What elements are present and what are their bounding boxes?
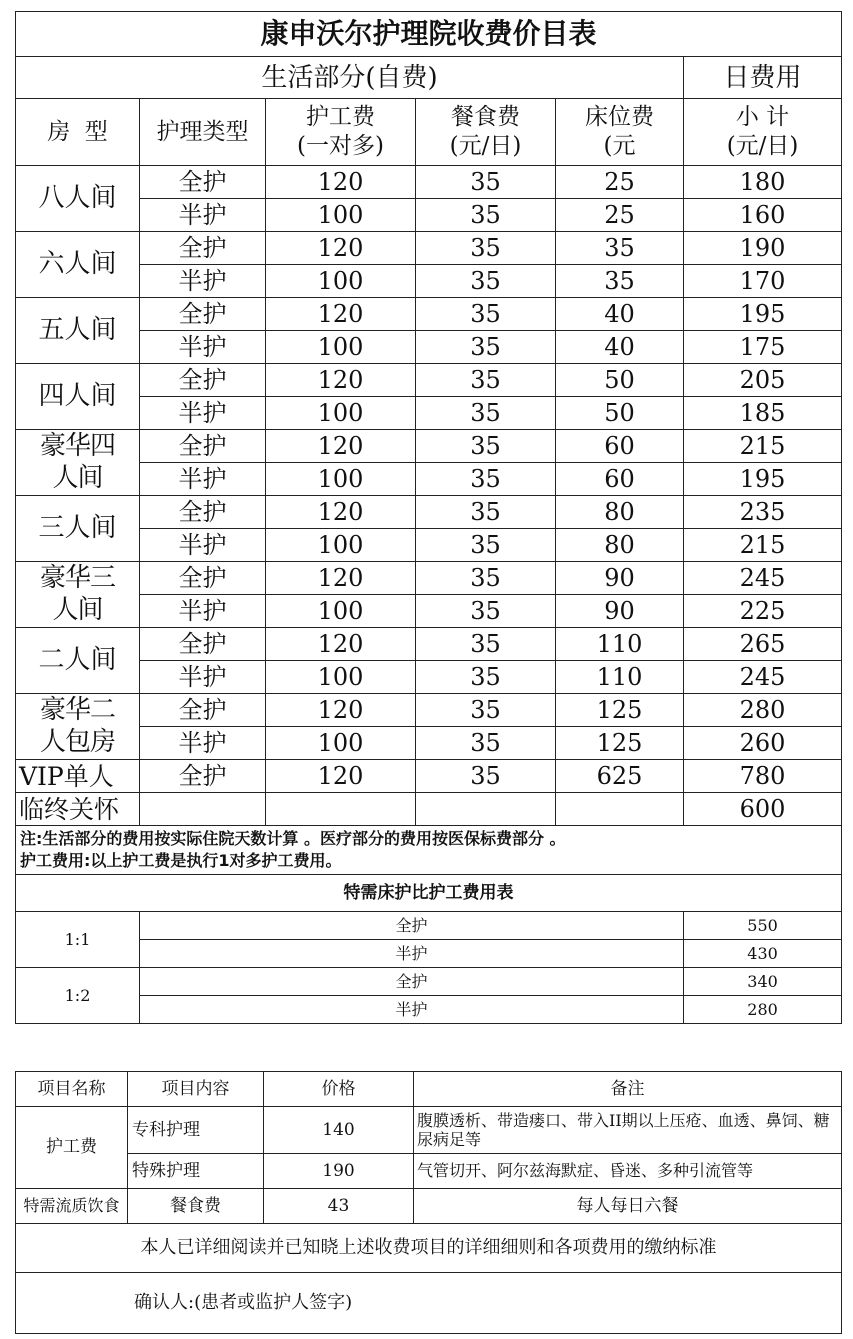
hospice-name: 临终关怀	[16, 793, 140, 826]
hospice-empty-bed	[556, 793, 684, 826]
special-1-half-label: 半护	[140, 940, 684, 968]
bed-fee: 60	[556, 463, 684, 496]
vip-care-type: 全护	[140, 760, 266, 793]
header-care-type: 护理类型	[140, 99, 266, 166]
subtotal: 245	[684, 661, 842, 694]
nursing-fee: 100	[266, 529, 416, 562]
items-specialist-price: 140	[264, 1107, 414, 1154]
table-row	[16, 397, 842, 430]
room-name-line2: 人包房	[39, 726, 115, 757]
special-title: 特需床护比护工费用表	[16, 875, 842, 912]
care-type: 全护	[140, 694, 266, 727]
room-name	[16, 430, 140, 496]
care-type: 半护	[140, 397, 266, 430]
room-name-line2: 人间	[52, 462, 103, 493]
table-row	[16, 463, 842, 496]
meal-fee: 35	[416, 496, 556, 529]
care-type: 半护	[140, 661, 266, 694]
nursing-fee: 120	[266, 562, 416, 595]
header-nursing-fee-line2: (一对多)	[297, 133, 384, 159]
items-nursing-name: 护工费	[16, 1107, 128, 1189]
room-name	[16, 562, 140, 628]
care-type: 全护	[140, 628, 266, 661]
hospice-empty-care	[140, 793, 266, 826]
table-row	[16, 199, 842, 232]
room-name	[16, 166, 140, 232]
nursing-fee: 120	[266, 298, 416, 331]
header-subtotal-line2: (元/日)	[726, 133, 799, 159]
meal-fee: 35	[416, 397, 556, 430]
table-row	[16, 265, 842, 298]
room-name	[16, 298, 140, 364]
bed-fee: 80	[556, 496, 684, 529]
meal-fee: 35	[416, 727, 556, 760]
subtotal: 260	[684, 727, 842, 760]
bed-fee: 110	[556, 628, 684, 661]
items-specialist-remark: 腹膜透析、带造瘘口、带入II期以上压疮、血透、鼻饲、糖尿病足等	[414, 1107, 842, 1154]
bed-fee: 50	[556, 364, 684, 397]
table-row	[16, 628, 842, 661]
special-2-half-price: 280	[684, 996, 842, 1024]
room-name	[16, 364, 140, 430]
subtotal: 205	[684, 364, 842, 397]
table-row	[16, 694, 842, 727]
meal-fee: 35	[416, 661, 556, 694]
items-specialist-content: 专科护理	[128, 1107, 264, 1154]
care-type: 半护	[140, 463, 266, 496]
bed-fee: 125	[556, 727, 684, 760]
meal-fee: 35	[416, 166, 556, 199]
bed-fee: 25	[556, 199, 684, 232]
table-row	[16, 661, 842, 694]
fee-table	[15, 11, 842, 1024]
meal-fee: 35	[416, 463, 556, 496]
items-special-remark: 气管切开、阿尔兹海默症、昏迷、多种引流管等	[414, 1154, 842, 1189]
special-ratio-1: 1:1	[16, 912, 140, 968]
meal-fee: 35	[416, 232, 556, 265]
care-type: 半护	[140, 265, 266, 298]
special-1-full-price: 550	[684, 912, 842, 940]
room-name-line1: 三人间	[38, 512, 117, 543]
vip-meal-fee: 35	[416, 760, 556, 793]
vip-room-name: VIP单人	[16, 760, 140, 793]
subtotal: 190	[684, 232, 842, 265]
section-living: 生活部分(自费)	[16, 57, 684, 99]
note-line-1: 注:生活部分的费用按实际住院天数计算 。医疗部分的费用按医保标费部分 。	[20, 828, 566, 848]
care-type: 半护	[140, 529, 266, 562]
room-name-line2: 人间	[52, 594, 103, 625]
header-bed-fee-line1: 床位费	[585, 104, 654, 131]
special-1-half-price: 430	[684, 940, 842, 968]
bed-fee: 35	[556, 265, 684, 298]
bed-fee: 80	[556, 529, 684, 562]
header-nursing-fee-line1: 护工费	[306, 104, 375, 131]
subtotal: 265	[684, 628, 842, 661]
nursing-fee: 120	[266, 166, 416, 199]
meal-fee: 35	[416, 199, 556, 232]
signature-confirm[interactable]: 确认人:(患者或监护人签字)	[16, 1273, 842, 1334]
care-type: 半护	[140, 331, 266, 364]
header-room-type: 房 型	[16, 99, 140, 166]
care-type: 全护	[140, 430, 266, 463]
bed-fee: 40	[556, 331, 684, 364]
meal-fee: 35	[416, 430, 556, 463]
nursing-fee: 120	[266, 364, 416, 397]
room-name-line1: 六人间	[38, 248, 117, 279]
table-row	[16, 166, 842, 199]
table-row	[16, 331, 842, 364]
subtotal: 245	[684, 562, 842, 595]
meal-fee: 35	[416, 529, 556, 562]
subtotal: 280	[684, 694, 842, 727]
items-table	[15, 1071, 842, 1334]
care-type: 全护	[140, 298, 266, 331]
vip-nursing-fee: 120	[266, 760, 416, 793]
subtotal: 160	[684, 199, 842, 232]
table-row	[16, 727, 842, 760]
nursing-fee: 100	[266, 727, 416, 760]
table-row	[16, 529, 842, 562]
special-1-full-label: 全护	[140, 912, 684, 940]
header-meal-fee-line1: 餐食费	[451, 104, 520, 131]
notes	[16, 826, 842, 875]
care-type: 全护	[140, 364, 266, 397]
bed-fee: 40	[556, 298, 684, 331]
meal-fee: 35	[416, 562, 556, 595]
header-meal-fee	[416, 99, 556, 166]
items-header-name: 项目名称	[16, 1072, 128, 1107]
bed-fee: 110	[556, 661, 684, 694]
nursing-fee: 100	[266, 331, 416, 364]
subtotal: 235	[684, 496, 842, 529]
room-name	[16, 232, 140, 298]
meal-fee: 35	[416, 298, 556, 331]
subtotal: 170	[684, 265, 842, 298]
items-header-content: 项目内容	[128, 1072, 264, 1107]
header-nursing-fee	[266, 99, 416, 166]
items-diet-name: 特需流质饮食	[16, 1189, 128, 1224]
care-type: 全护	[140, 496, 266, 529]
nursing-fee: 120	[266, 430, 416, 463]
subtotal: 195	[684, 298, 842, 331]
bed-fee: 60	[556, 430, 684, 463]
header-bed-fee	[556, 99, 684, 166]
table-row	[16, 496, 842, 529]
header-meal-fee-line2: (元/日)	[449, 133, 522, 159]
subtotal: 215	[684, 430, 842, 463]
vip-subtotal: 780	[684, 760, 842, 793]
section-daily: 日费用	[684, 57, 842, 99]
meal-fee: 35	[416, 694, 556, 727]
nursing-fee: 120	[266, 496, 416, 529]
items-special-price: 190	[264, 1154, 414, 1189]
care-type: 全护	[140, 232, 266, 265]
subtotal: 195	[684, 463, 842, 496]
care-type: 半护	[140, 595, 266, 628]
subtotal: 180	[684, 166, 842, 199]
care-type: 半护	[140, 199, 266, 232]
hospice-empty-meal	[416, 793, 556, 826]
header-subtotal-line1: 小 计	[735, 104, 790, 131]
meal-fee: 35	[416, 628, 556, 661]
room-name	[16, 628, 140, 694]
meal-fee: 35	[416, 265, 556, 298]
nursing-fee: 100	[266, 463, 416, 496]
care-type: 半护	[140, 727, 266, 760]
acknowledgement: 本人已详细阅读并已知晓上述收费项目的详细细则和各项费用的缴纳标准	[16, 1224, 842, 1273]
bed-fee: 90	[556, 562, 684, 595]
bed-fee: 90	[556, 595, 684, 628]
meal-fee: 35	[416, 595, 556, 628]
table-row	[16, 298, 842, 331]
room-name	[16, 496, 140, 562]
table-row	[16, 430, 842, 463]
meal-fee: 35	[416, 364, 556, 397]
room-name-line1: 豪华四	[39, 430, 115, 461]
header-bed-fee-line2: (元	[603, 133, 636, 159]
vip-bed-fee: 625	[556, 760, 684, 793]
nursing-fee: 100	[266, 661, 416, 694]
special-2-full-price: 340	[684, 968, 842, 996]
care-type: 全护	[140, 166, 266, 199]
items-diet-remark: 每人每日六餐	[414, 1189, 842, 1224]
items-header-remark: 备注	[414, 1072, 842, 1107]
nursing-fee: 120	[266, 232, 416, 265]
nursing-fee: 120	[266, 628, 416, 661]
nursing-fee: 100	[266, 265, 416, 298]
subtotal: 225	[684, 595, 842, 628]
room-name-line1: 二人间	[38, 644, 117, 675]
items-special-content: 特殊护理	[128, 1154, 264, 1189]
hospice-empty-nursing	[266, 793, 416, 826]
room-name	[16, 694, 140, 760]
special-2-half-label: 半护	[140, 996, 684, 1024]
table-row	[16, 595, 842, 628]
nursing-fee: 100	[266, 199, 416, 232]
bed-fee: 25	[556, 166, 684, 199]
bed-fee: 35	[556, 232, 684, 265]
meal-fee: 35	[416, 331, 556, 364]
room-name-line1: 五人间	[38, 314, 117, 345]
hospice-total: 600	[684, 793, 842, 826]
special-ratio-2: 1:2	[16, 968, 140, 1024]
bed-fee: 125	[556, 694, 684, 727]
note-line-2: 护工费用:以上护工费是执行1对多护工费用。	[20, 851, 342, 870]
care-type: 全护	[140, 562, 266, 595]
room-name-line1: 八人间	[38, 182, 117, 213]
nursing-fee: 100	[266, 595, 416, 628]
table-row	[16, 232, 842, 265]
table-row	[16, 364, 842, 397]
items-diet-content: 餐食费	[128, 1189, 264, 1224]
items-header-price: 价格	[264, 1072, 414, 1107]
subtotal: 185	[684, 397, 842, 430]
subtotal: 215	[684, 529, 842, 562]
subtotal: 175	[684, 331, 842, 364]
bed-fee: 50	[556, 397, 684, 430]
nursing-fee: 100	[266, 397, 416, 430]
room-name-line1: 豪华三	[39, 562, 115, 593]
room-name-line1: 豪华二	[39, 694, 115, 725]
table-row	[16, 562, 842, 595]
items-diet-price: 43	[264, 1189, 414, 1224]
special-2-full-label: 全护	[140, 968, 684, 996]
nursing-fee: 120	[266, 694, 416, 727]
header-subtotal	[684, 99, 842, 166]
room-name-line1: 四人间	[38, 380, 117, 411]
table-title: 康申沃尔护理院收费价目表	[16, 12, 842, 57]
